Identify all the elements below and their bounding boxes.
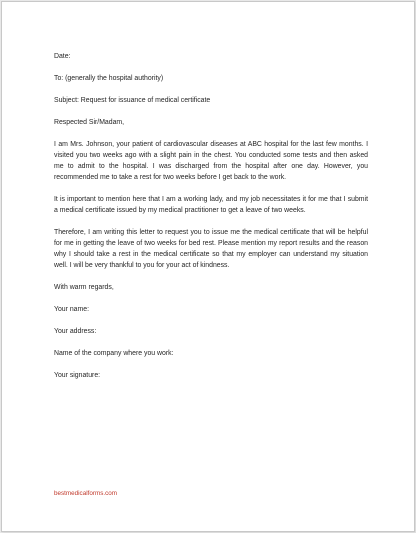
company-label: Name of the company where you work: — [54, 350, 174, 357]
signature-label: Your signature: — [54, 372, 101, 379]
paragraph-3: Therefore, I am writing this letter to request you to issue me the medical certificate that will be helpful for me in getting the leave of two weeks for bed rest. Please mention my report results and the reason why I should take a rest in the medical certificate so that my employer can understand my situation well. I will be very thankful to you for your act of kindness. — [54, 229, 368, 269]
document-page — [1, 1, 415, 532]
address-label: Your address: — [54, 328, 97, 335]
name-label: Your name: — [54, 306, 89, 313]
closing: With warm regards, — [54, 284, 114, 291]
subject-line: Subject: Request for issuance of medical certificate — [54, 97, 211, 104]
recipient-line: To: (generally the hospital authority) — [54, 75, 164, 82]
paragraph-2: It is important to mention here that I am a working lady, and my job necessitates it for me that I submit a medical certificate issued by my medical practitioner to get a leave of two weeks. — [54, 196, 368, 214]
paragraph-1: I am Mrs. Johnson, your patient of cardiovascular diseases at ABC hospital for the last few months. I visited you two weeks ago with a slight pain in the chest. You conducted some tests and then asked me to admit to the hospital. I was discharged from the hospital after one day. However, you recommended me to take a rest for two weeks before I get back to the work. — [54, 141, 368, 181]
footer-site-link[interactable]: bestmedicalforms.com — [54, 490, 117, 497]
salutation: Respected Sir/Madam, — [54, 119, 125, 126]
date-label: Date: — [54, 53, 71, 60]
letter-body — [54, 51, 368, 381]
